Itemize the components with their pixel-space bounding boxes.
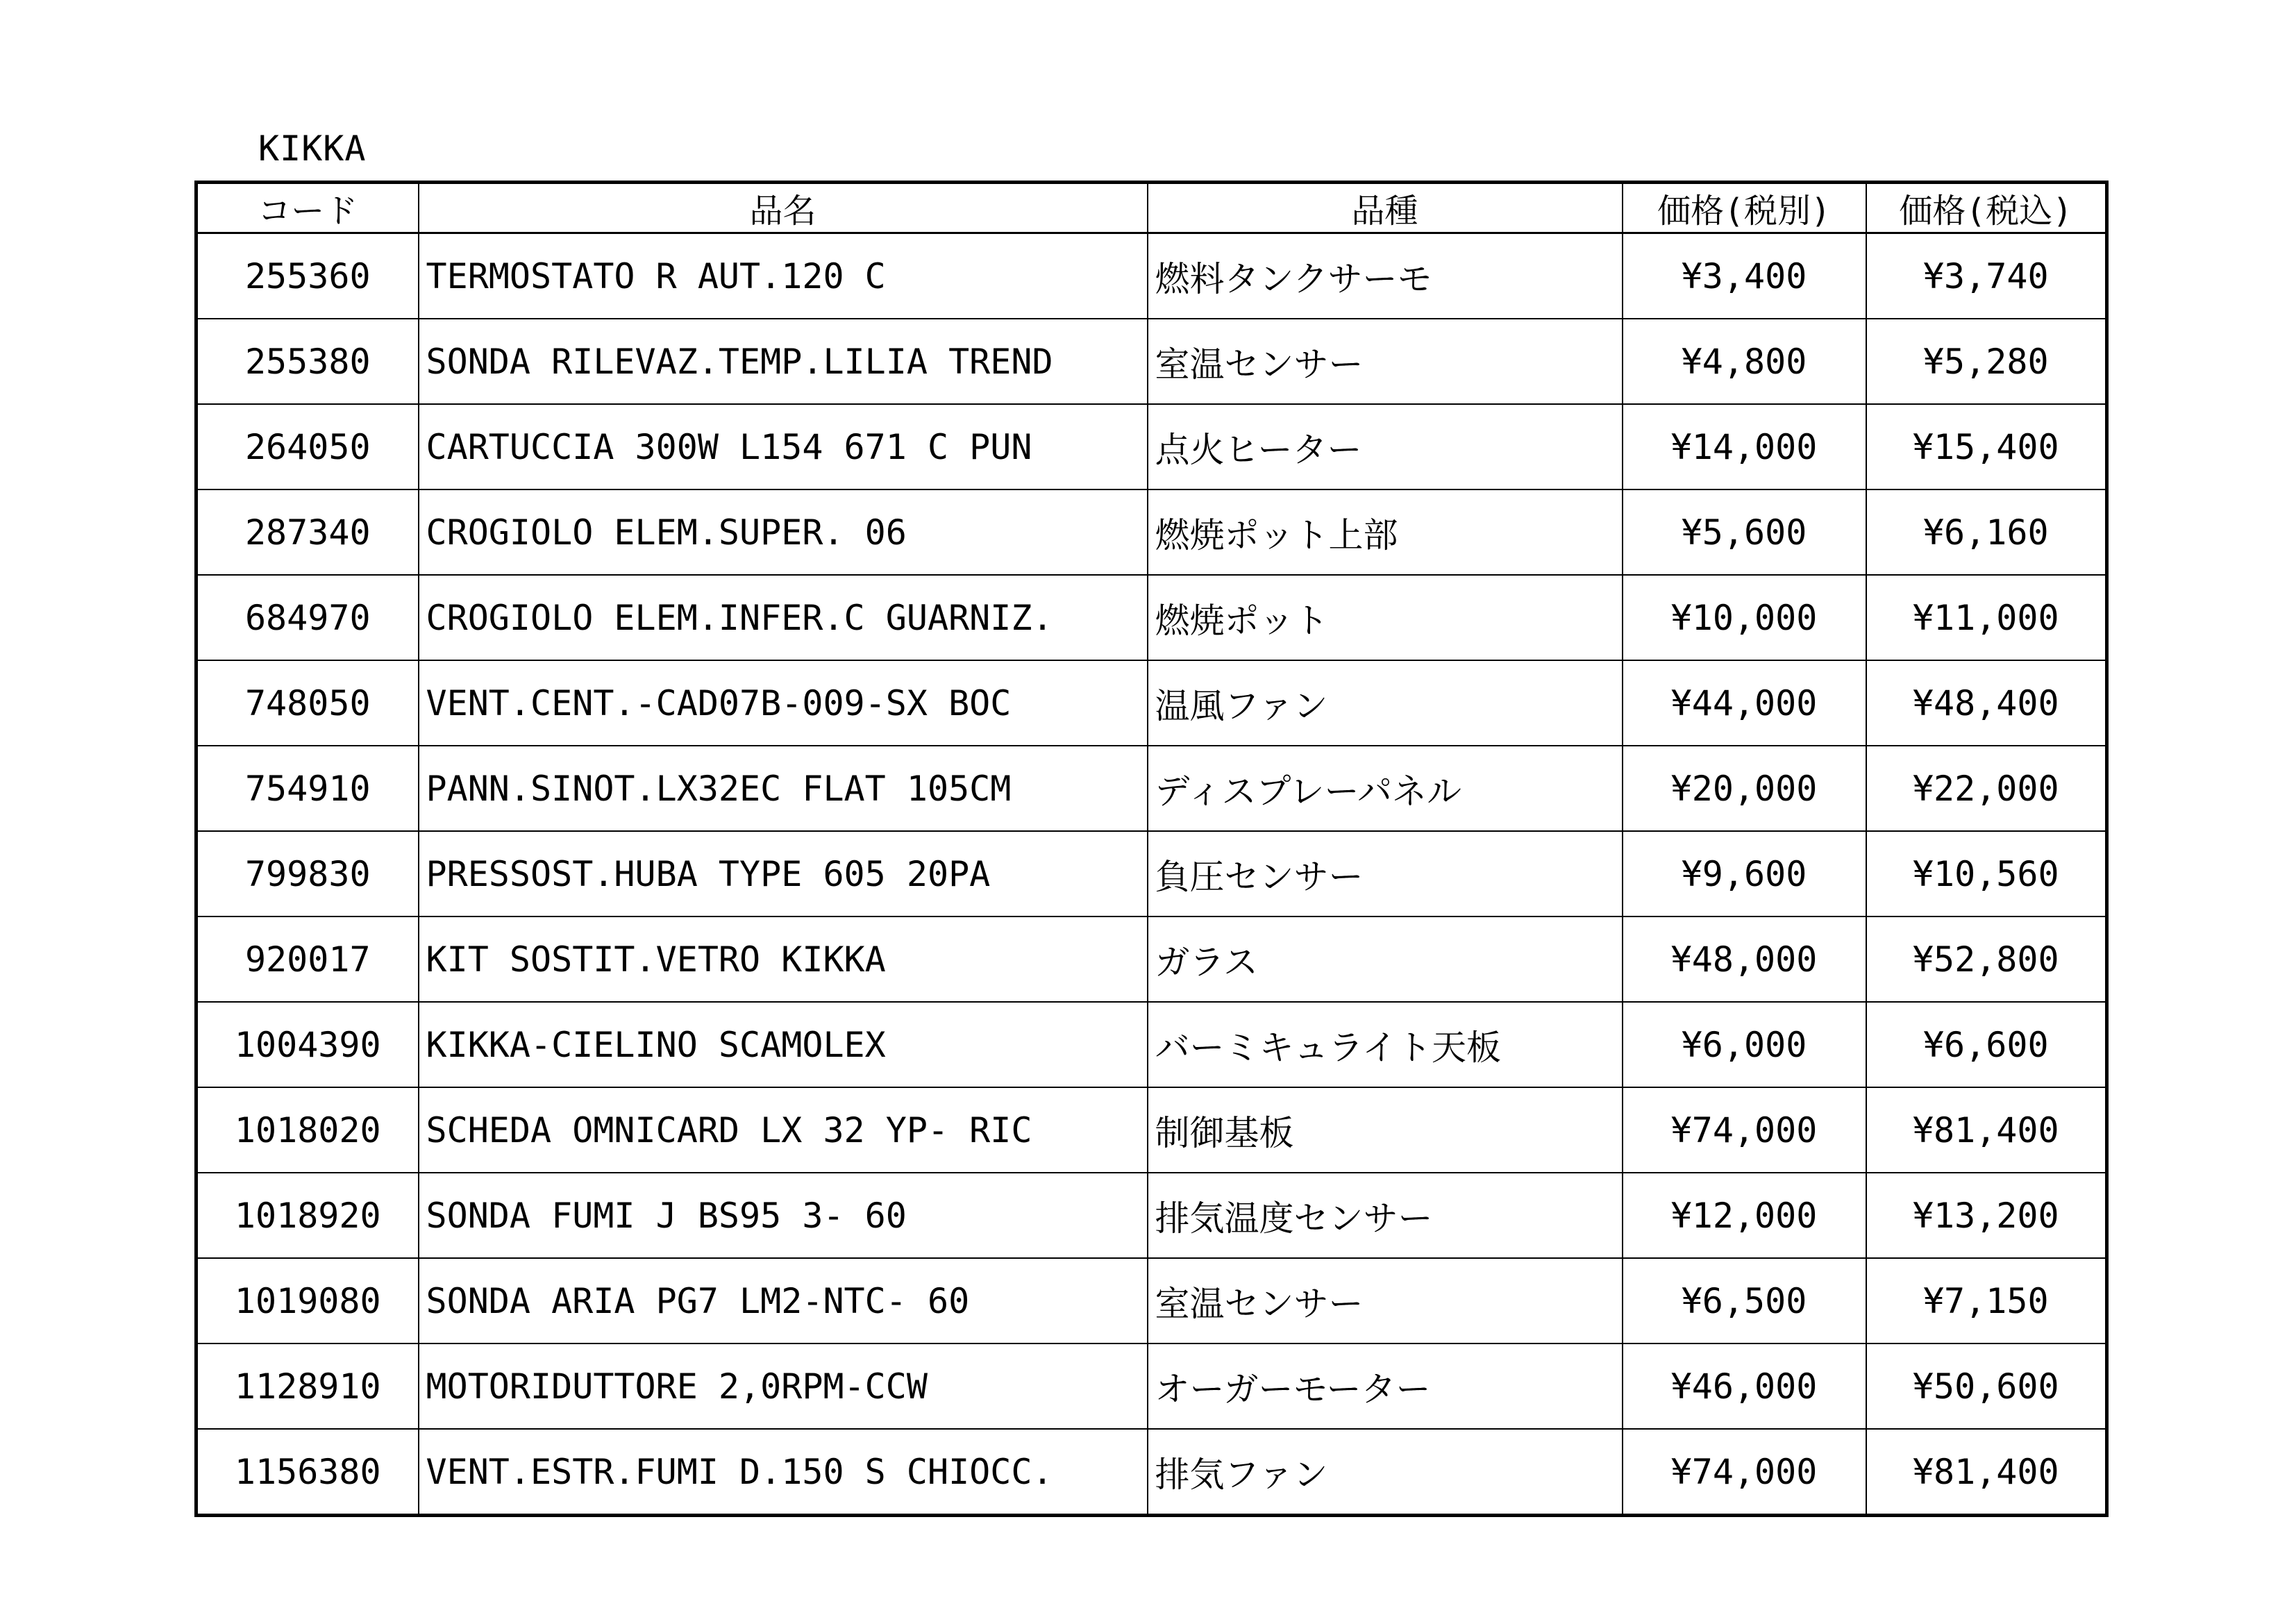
- price-ex-tax-cell: ¥74,000: [1623, 1429, 1866, 1516]
- table-row: [196, 404, 2107, 489]
- type-cell: オーガーモーター: [1148, 1343, 1623, 1429]
- type-cell: 室温センサー: [1148, 1258, 1623, 1343]
- price-in-tax-cell: ¥11,000: [1866, 575, 2107, 660]
- header-name: 品名: [419, 183, 1148, 233]
- code-cell: 799830: [196, 831, 419, 916]
- name-cell: PANN.SINOT.LX32EC FLAT 105CM: [419, 746, 1148, 831]
- name-cell: MOTORIDUTTORE 2,0RPM-CCW: [419, 1343, 1148, 1429]
- price-in-tax-cell: ¥7,150: [1866, 1258, 2107, 1343]
- table-row: [196, 916, 2107, 1002]
- price-ex-tax-cell: ¥10,000: [1623, 575, 1866, 660]
- price-ex-tax-cell: ¥9,600: [1623, 831, 1866, 916]
- table-row: [196, 319, 2107, 404]
- price-in-tax-cell: ¥13,200: [1866, 1173, 2107, 1258]
- table-row: [196, 1173, 2107, 1258]
- type-cell: 燃焼ポット上部: [1148, 489, 1623, 575]
- table-header: [196, 183, 2107, 233]
- type-cell: 温風ファン: [1148, 660, 1623, 746]
- parts-price-table: [194, 181, 2109, 1517]
- price-ex-tax-cell: ¥12,000: [1623, 1173, 1866, 1258]
- name-cell: SONDA RILEVAZ.TEMP.LILIA TREND: [419, 319, 1148, 404]
- price-in-tax-cell: ¥50,600: [1866, 1343, 2107, 1429]
- code-cell: 920017: [196, 916, 419, 1002]
- name-cell: CROGIOLO ELEM.SUPER. 06: [419, 489, 1148, 575]
- header-code: コード: [196, 183, 419, 233]
- price-in-tax-cell: ¥48,400: [1866, 660, 2107, 746]
- header-type: 品種: [1148, 183, 1623, 233]
- name-cell: KIT SOSTIT.VETRO KIKKA: [419, 916, 1148, 1002]
- name-cell: TERMOSTATO R AUT.120 C: [419, 233, 1148, 319]
- type-cell: 排気温度センサー: [1148, 1173, 1623, 1258]
- price-ex-tax-cell: ¥44,000: [1623, 660, 1866, 746]
- code-cell: 1018020: [196, 1087, 419, 1173]
- name-cell: SONDA ARIA PG7 LM2-NTC- 60: [419, 1258, 1148, 1343]
- name-cell: CROGIOLO ELEM.INFER.C GUARNIZ.: [419, 575, 1148, 660]
- table-row: [196, 489, 2107, 575]
- price-ex-tax-cell: ¥6,000: [1623, 1002, 1866, 1087]
- price-ex-tax-cell: ¥3,400: [1623, 233, 1866, 319]
- code-cell: 1128910: [196, 1343, 419, 1429]
- price-in-tax-cell: ¥3,740: [1866, 233, 2107, 319]
- code-cell: 1004390: [196, 1002, 419, 1087]
- name-cell: SCHEDA OMNICARD LX 32 YP- RIC: [419, 1087, 1148, 1173]
- price-ex-tax-cell: ¥4,800: [1623, 319, 1866, 404]
- price-in-tax-cell: ¥10,560: [1866, 831, 2107, 916]
- header-price-in-tax: 価格(税込): [1866, 183, 2107, 233]
- type-cell: 燃焼ポット: [1148, 575, 1623, 660]
- code-cell: 1019080: [196, 1258, 419, 1343]
- price-ex-tax-cell: ¥14,000: [1623, 404, 1866, 489]
- price-ex-tax-cell: ¥74,000: [1623, 1087, 1866, 1173]
- type-cell: 負圧センサー: [1148, 831, 1623, 916]
- code-cell: 287340: [196, 489, 419, 575]
- name-cell: VENT.ESTR.FUMI D.150 S CHIOCC.: [419, 1429, 1148, 1516]
- type-cell: 制御基板: [1148, 1087, 1623, 1173]
- type-cell: 室温センサー: [1148, 319, 1623, 404]
- table-row: [196, 1087, 2107, 1173]
- header-price-ex-tax: 価格(税別): [1623, 183, 1866, 233]
- type-cell: 燃料タンクサーモ: [1148, 233, 1623, 319]
- price-ex-tax-cell: ¥48,000: [1623, 916, 1866, 1002]
- table-row: [196, 1002, 2107, 1087]
- price-in-tax-cell: ¥52,800: [1866, 916, 2107, 1002]
- code-cell: 264050: [196, 404, 419, 489]
- name-cell: KIKKA-CIELINO SCAMOLEX: [419, 1002, 1148, 1087]
- table-row: [196, 1343, 2107, 1429]
- price-ex-tax-cell: ¥5,600: [1623, 489, 1866, 575]
- code-cell: 1156380: [196, 1429, 419, 1516]
- name-cell: PRESSOST.HUBA TYPE 605 20PA: [419, 831, 1148, 916]
- code-cell: 684970: [196, 575, 419, 660]
- table-body: [196, 233, 2107, 1516]
- code-cell: 255360: [196, 233, 419, 319]
- price-in-tax-cell: ¥81,400: [1866, 1429, 2107, 1516]
- price-in-tax-cell: ¥81,400: [1866, 1087, 2107, 1173]
- code-cell: 754910: [196, 746, 419, 831]
- price-in-tax-cell: ¥15,400: [1866, 404, 2107, 489]
- name-cell: CARTUCCIA 300W L154 671 C PUN: [419, 404, 1148, 489]
- document-title: KIKKA: [258, 128, 367, 169]
- price-in-tax-cell: ¥22,000: [1866, 746, 2107, 831]
- type-cell: 排気ファン: [1148, 1429, 1623, 1516]
- code-cell: 255380: [196, 319, 419, 404]
- type-cell: 点火ヒーター: [1148, 404, 1623, 489]
- type-cell: ディスプレーパネル: [1148, 746, 1623, 831]
- name-cell: SONDA FUMI J BS95 3- 60: [419, 1173, 1148, 1258]
- table-row: [196, 660, 2107, 746]
- code-cell: 1018920: [196, 1173, 419, 1258]
- table-row: [196, 1258, 2107, 1343]
- code-cell: 748050: [196, 660, 419, 746]
- price-ex-tax-cell: ¥6,500: [1623, 1258, 1866, 1343]
- header-row: [196, 183, 2107, 233]
- price-in-tax-cell: ¥6,600: [1866, 1002, 2107, 1087]
- price-in-tax-cell: ¥6,160: [1866, 489, 2107, 575]
- price-in-tax-cell: ¥5,280: [1866, 319, 2107, 404]
- table-row: [196, 1429, 2107, 1516]
- price-ex-tax-cell: ¥20,000: [1623, 746, 1866, 831]
- table-row: [196, 831, 2107, 916]
- name-cell: VENT.CENT.-CAD07B-009-SX BOC: [419, 660, 1148, 746]
- table-row: [196, 575, 2107, 660]
- type-cell: ガラス: [1148, 916, 1623, 1002]
- table-row: [196, 746, 2107, 831]
- price-ex-tax-cell: ¥46,000: [1623, 1343, 1866, 1429]
- type-cell: バーミキュライト天板: [1148, 1002, 1623, 1087]
- table-row: [196, 233, 2107, 319]
